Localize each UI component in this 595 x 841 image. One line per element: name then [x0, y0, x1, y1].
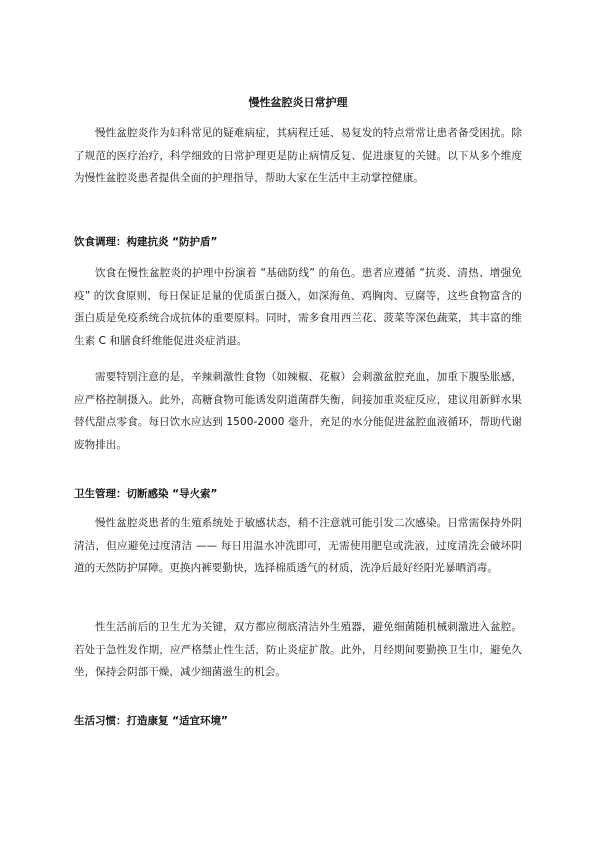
hygiene-paragraph-1: 慢性盆腔炎患者的生殖系统处于敏感状态，稍不注意就可能引发二次感染。日常需保持外阴清洁，但应避免过度清洁 —— 每日用温水冲洗即可，无需使用肥皂或洗液，过度清洗会破坏阴道的天然防护屏障。更换内裤要勤快，选择棉质透气的材质，洗净后最好经阳光暴晒消毒。: [74, 517, 522, 574]
section-heading-hygiene: 卫生管理：切断感染 “导火索”: [74, 488, 218, 500]
diet-paragraph-2: 需要特别注意的是，辛辣刺激性食物（如辣椒、花椒）会刺激盆腔充血，加重下腹坠胀感，应严格控制摄入。此外，高糖食物可能诱发阴道菌群失衡，间接加重炎症反应，建议用新鲜水果替代甜点零食。每日饮水应达到 1500-2000 毫升，充足的水分能促进盆腔血液循环，帮助代谢废物排出。: [74, 371, 522, 451]
section-heading-lifestyle: 生活习惯：打造康复 “适宜环境”: [74, 715, 228, 727]
diet-paragraph-1: 饮食在慢性盆腔炎的护理中扮演着 “基础防线” 的角色。患者应遵循 “抗炎、清热、增强免疫” 的饮食原则，每日保证足量的优质蛋白摄入，如深海鱼、鸡胸肉、豆腐等，这些食物富含的蛋白质是免疫系统合成抗体的重要原料。同时，需多食用西兰花、菠菜等深色蔬菜，其丰富的维生素 C 和膳食纤维能促进炎症消退。: [74, 267, 522, 347]
section-heading-diet: 饮食调理：构建抗炎 “防护盾”: [74, 236, 218, 248]
document-title: 慢性盆腔炎日常护理: [248, 96, 348, 109]
hygiene-paragraph-2: 性生活前后的卫生尤为关键，双方都应彻底清洁外生殖器，避免细菌随机械刺激进入盆腔。若处于急性发作期，应严格禁止性生活，防止炎症扩散。此外，月经期间要勤换卫生巾，避免久坐，保持会阴部干燥，减少细菌滋生的机会。: [74, 621, 522, 678]
document-page: [74, 0, 522, 841]
intro-paragraph: 慢性盆腔炎作为妇科常见的疑难病症，其病程迁延、易复发的特点常常让患者备受困扰。除了规范的医疗治疗，科学细致的日常护理更是防止病情反复、促进康复的关键。以下从多个维度为慢性盆腔炎患者提供全面的护理指导，帮助大家在生活中主动掌控健康。: [74, 127, 522, 184]
